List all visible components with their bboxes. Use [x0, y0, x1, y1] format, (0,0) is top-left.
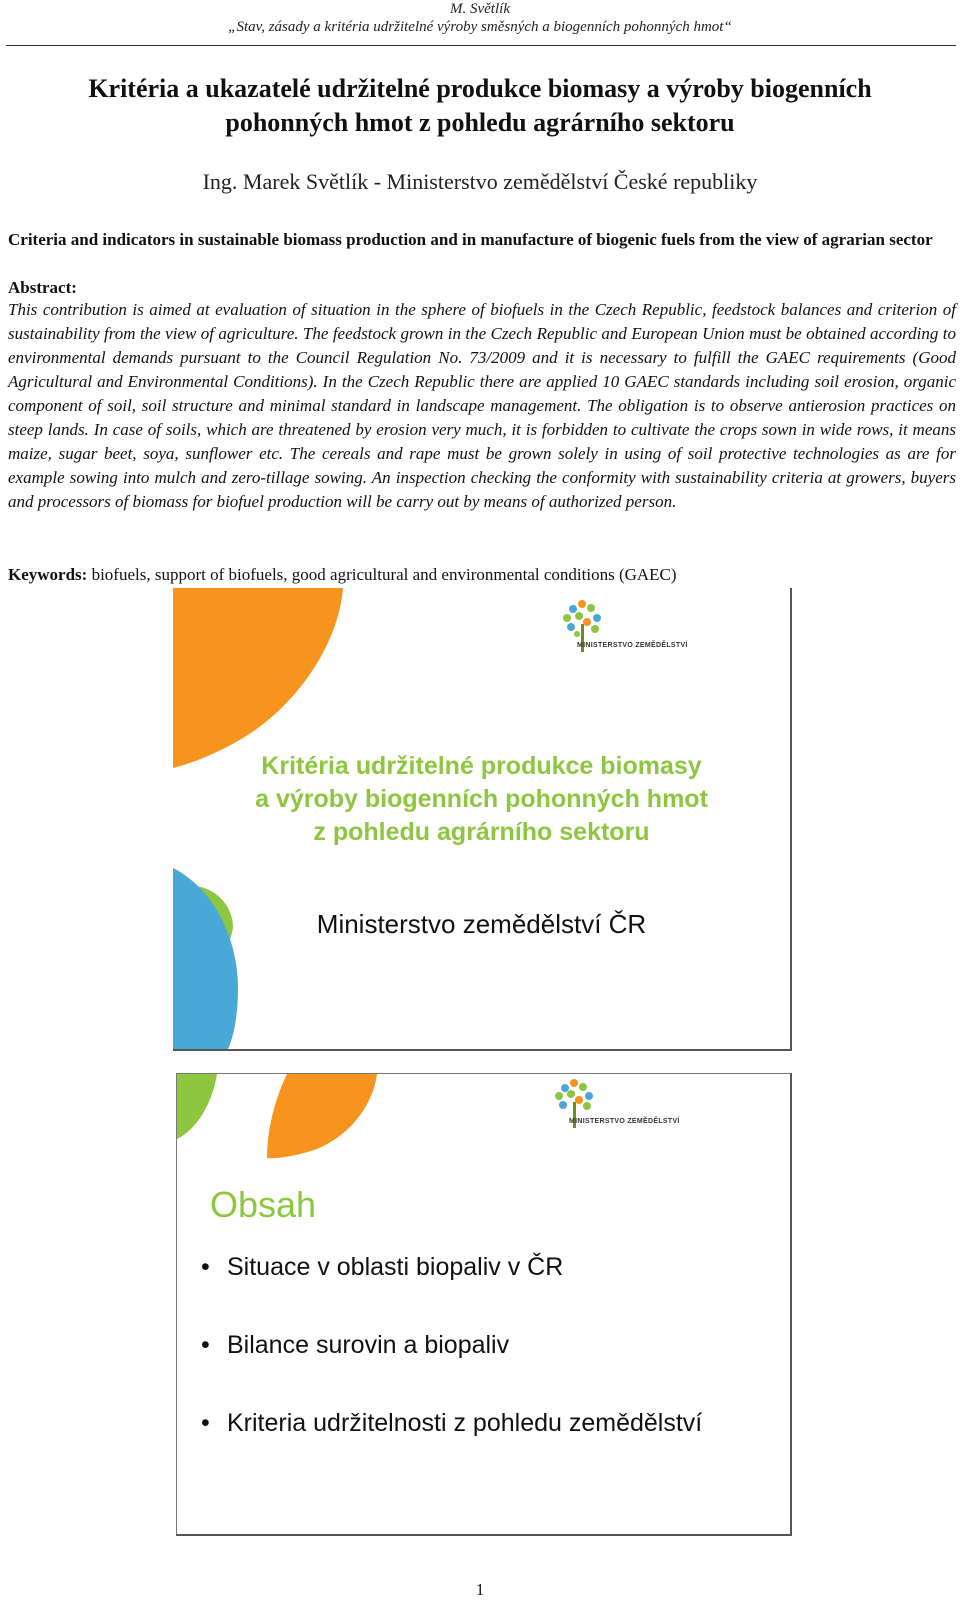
keywords-label: Keywords:	[8, 565, 88, 584]
ministry-logo-text: MINISTERSTVO ZEMĚDĚLSTVÍ	[577, 642, 688, 649]
slide-1-title-line-2: a výroby biogenních pohonných hmot	[255, 785, 708, 813]
list-item	[201, 1408, 702, 1486]
article-title	[30, 72, 930, 140]
ministry-logo	[547, 1074, 680, 1135]
keywords-text: biofuels, support of biofuels, good agricultural and environmental conditions (GAEC)	[87, 565, 677, 584]
green-leaf-shape	[177, 1074, 217, 1139]
list-item-text: Kriteria udržitelnosti z pohledu zemědělství	[227, 1409, 703, 1437]
article-title-line-1: Kritéria a ukazatelé udržitelné produkce biomasy a výroby biogenních	[88, 74, 872, 103]
list-item-text: Situace v oblasti biopaliv v ČR	[227, 1253, 564, 1281]
orange-leaf-shape	[267, 1074, 377, 1158]
slide-1	[173, 588, 792, 1051]
running-head	[0, 0, 960, 36]
running-head-author: M. Světlík	[450, 1, 510, 17]
article-title-line-2: pohonných hmot z pohledu agrárního sektoru	[225, 108, 735, 137]
slide-2	[176, 1073, 792, 1536]
slide-1-title-line-1: Kritéria udržitelné produkce biomasy	[261, 752, 702, 780]
abstract-text: This contribution is aimed at evaluation of situation in the sphere of biofuels in the Czech Republic, feedstock balances and criterion of sustainability from the view of agriculture. The feedstock grown in the Czech Republic and European Union must be obtained according to environmental demands pursuant to the Council Regulation No. 73/2009 and it is necessary to fulfill the GAEC requirements (Good Agricultural and Environmental Conditions). In the Czech Republic there are applied 10 GAEC standards including soil erosion, organic component of soil, soil structure and minimal standard in landscape management. The obligation is to observe antierosion practices on steep lands. In case of soils, which are threatened by erosion very much, it is forbidden to cultivate the crops sown in wide rows, it means maize, sugar beet, soya, sunflower etc. The cereals and rape must be grown solely in using of soil protective technologies as are for example sowing into mulch and zero-tillage sowing. An inspection checking the conformity with sustainability criteria at growers, buyers and processors of biomass for biofuel production will be carry out by means of authorized person.	[8, 300, 956, 511]
ministry-logo	[553, 594, 688, 659]
page-number: 1	[475, 1580, 485, 1599]
list-item	[201, 1252, 702, 1330]
slide-2-title: Obsah	[210, 1184, 317, 1225]
slide-1-title-line-3: z pohledu agrárního sektoru	[313, 818, 650, 846]
header-divider	[6, 45, 956, 46]
slide-1-title	[173, 750, 790, 849]
blue-leaf-shape	[173, 868, 238, 1049]
bullet-icon: •	[201, 1253, 210, 1281]
list-item-text: Bilance surovin a biopaliv	[227, 1331, 510, 1359]
english-title: Criteria and indicators in sustainable biomass production and in manufacture of biogenic fuels from the view of agrarian sector	[8, 230, 933, 249]
keywords	[8, 563, 956, 587]
author-line: Ing. Marek Světlík - Ministerstvo zemědělství České republiky	[202, 169, 758, 194]
slide-1-subtitle: Ministerstvo zemědělství ČR	[316, 909, 647, 939]
running-head-title: „Stav, zásady a kritéria udržitelné výroby směsných a biogenních pohonných hmot“	[228, 19, 732, 35]
list-item	[201, 1330, 702, 1408]
bullet-icon: •	[201, 1331, 210, 1359]
ministry-logo-text: MINISTERSTVO ZEMĚDĚLSTVÍ	[569, 1118, 680, 1125]
bullet-icon: •	[201, 1409, 210, 1437]
abstract-label: Abstract:	[8, 278, 77, 297]
orange-leaf-shape	[173, 588, 343, 768]
slide-2-bullet-list	[201, 1252, 702, 1486]
